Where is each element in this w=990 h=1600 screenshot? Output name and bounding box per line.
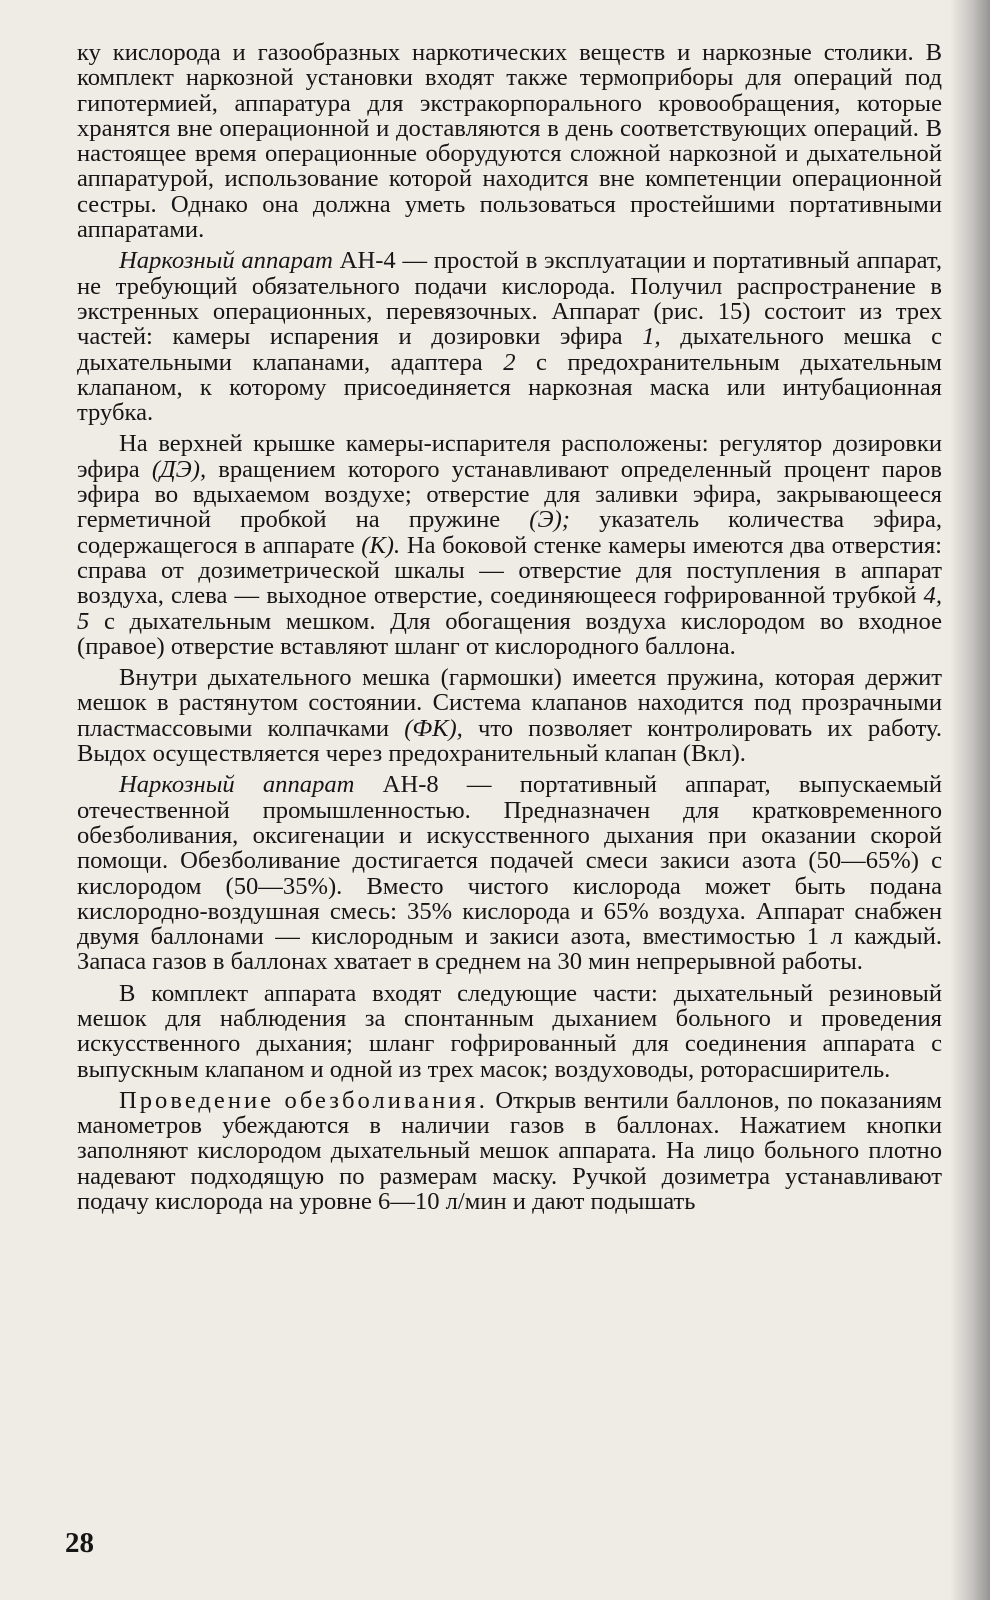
section-lead: Проведение обезболивания. <box>119 1086 488 1114</box>
paragraph-text: На боковой стенке камеры имеются два отверстия: справа от дозиметрической шкалы — отверстие для поступления в аппарат воздуха, слева — выходное отверстие, соединяющееся гофрированной трубкой <box>77 531 943 610</box>
page-number: 28 <box>65 1527 94 1559</box>
paragraph-text: На верхней крышке камеры-испарителя расположены: регулятор дозировки эфира <box>77 430 942 483</box>
paragraph-intro: ку кислорода и газообразных наркотических веществ и наркозные столики. В комплект наркозной установки входят также термоприборы для операций под гипотермией, аппаратура для экстракорпорального кровообращения, которые хранятся вне операционной и доставляются в день соответствующих операций. В настоящее время операционные оборудуются сложной наркозной и дыхательной аппаратурой, использование которой находится вне компетенции операционной сестры. Однако она должна уметь пользоваться простейшими портативными аппаратами. <box>77 39 942 244</box>
term-anesthesia-machine: Наркозный аппарат <box>119 771 355 799</box>
paragraph-text: что позволяет контролировать их работу. Выдох осуществляется через предохранительный клапан (Вкл). <box>77 714 942 768</box>
paragraph-text: с предохранительным дыхательным клапаном, к которому присоединяется наркозная маска или интубационная трубка. <box>77 348 942 427</box>
paragraph-kit: В комплект аппарата входят следующие части: дыхательный резиновый мешок для наблюдения за спонтанным дыханием больного и проведения искусственного дыхания; шланг гофрированный для соединения аппарата с выпускным клапаном и одной из трех масок; воздуховоды, роторасширитель. <box>77 979 942 1083</box>
page-edge-shadow <box>950 0 990 1600</box>
paragraph-an4 <box>77 248 942 425</box>
figure-ref: (К). <box>361 531 401 559</box>
body-text <box>77 40 942 1214</box>
paragraph-text: АН-4 — простой в эксплуатации и портативный аппарат, не требующий обязательного подачи кислорода. Получил распространение в экстренных операционных, перевязочных. Аппарат (рис. 15) состоит из трех частей: камеры испарения и дозировки эфира <box>77 247 942 351</box>
paragraph-text: дыхательного мешка с дыхательными клапанами, адаптера <box>77 323 942 376</box>
paragraph-text: с дыхательным мешком. Для обогащения воздуха кислородом во входное (правое) отверстие вставляют шланг от кислородного баллона. <box>77 607 942 660</box>
figure-ref: 1, <box>642 323 661 351</box>
term-anesthesia-machine: Наркозный аппарат <box>119 247 333 275</box>
figure-ref: 4, 5 <box>77 582 942 635</box>
paragraph-evaporator <box>77 431 942 659</box>
figure-ref: (ДЭ), <box>151 455 207 483</box>
figure-ref: (Э); <box>529 506 570 534</box>
paragraph-text: Открыв вентили баллонов, по показаниям манометров убеждаются в наличии газов в баллонах. Нажатием кнопки заполняют кислородом дыхательный мешок аппарата. На лицо больного плотно надевают подходящую по размерам маску. Ручкой дозиметра устанавливают подачу кислорода на уровне 6—10 л/мин и дают подышать <box>77 1086 942 1216</box>
paragraph-breathing-bag <box>77 665 942 766</box>
paragraph-text: вращением которого устанавливают определенный процент паров эфира во вдыхаемом воздухе; отверстие для заливки эфира, закрывающееся герметичной пробкой на пружине <box>77 455 943 534</box>
paragraph-procedure <box>77 1088 942 1214</box>
figure-ref: 2 <box>503 348 516 376</box>
figure-ref: (ФК), <box>404 714 463 742</box>
paragraph-text: указатель количества эфира, содержащегося в аппарате <box>77 506 943 559</box>
paragraph-text: Внутри дыхательного мешка (гармошки) имеется пружина, которая держит мешок в растянутом состоянии. Система клапанов находится под прозрачными пластмассовыми колпачками <box>77 664 942 742</box>
paragraph-text: АН-8 — портативный аппарат, выпускаемый отечественной промышленностью. Предназначен для кратковременного обезболивания, оксигенации и искусственного дыхания при оказании скорой помощи. Обезболивание достигается подачей смеси закиси азота (50—65%) с кислородом (50—35%). Вместо чистого кислорода может быть подана кислородно-воздушная смесь: 35% кислорода и 65% воздуха. Аппарат снабжен двумя баллонами — кислородным и закиси азота, вместимостью 1 л каждый. Запаса газов в баллонах хватает в среднем на 30 мин непрерывной работы. <box>77 771 942 976</box>
paragraph-an8 <box>77 772 942 974</box>
